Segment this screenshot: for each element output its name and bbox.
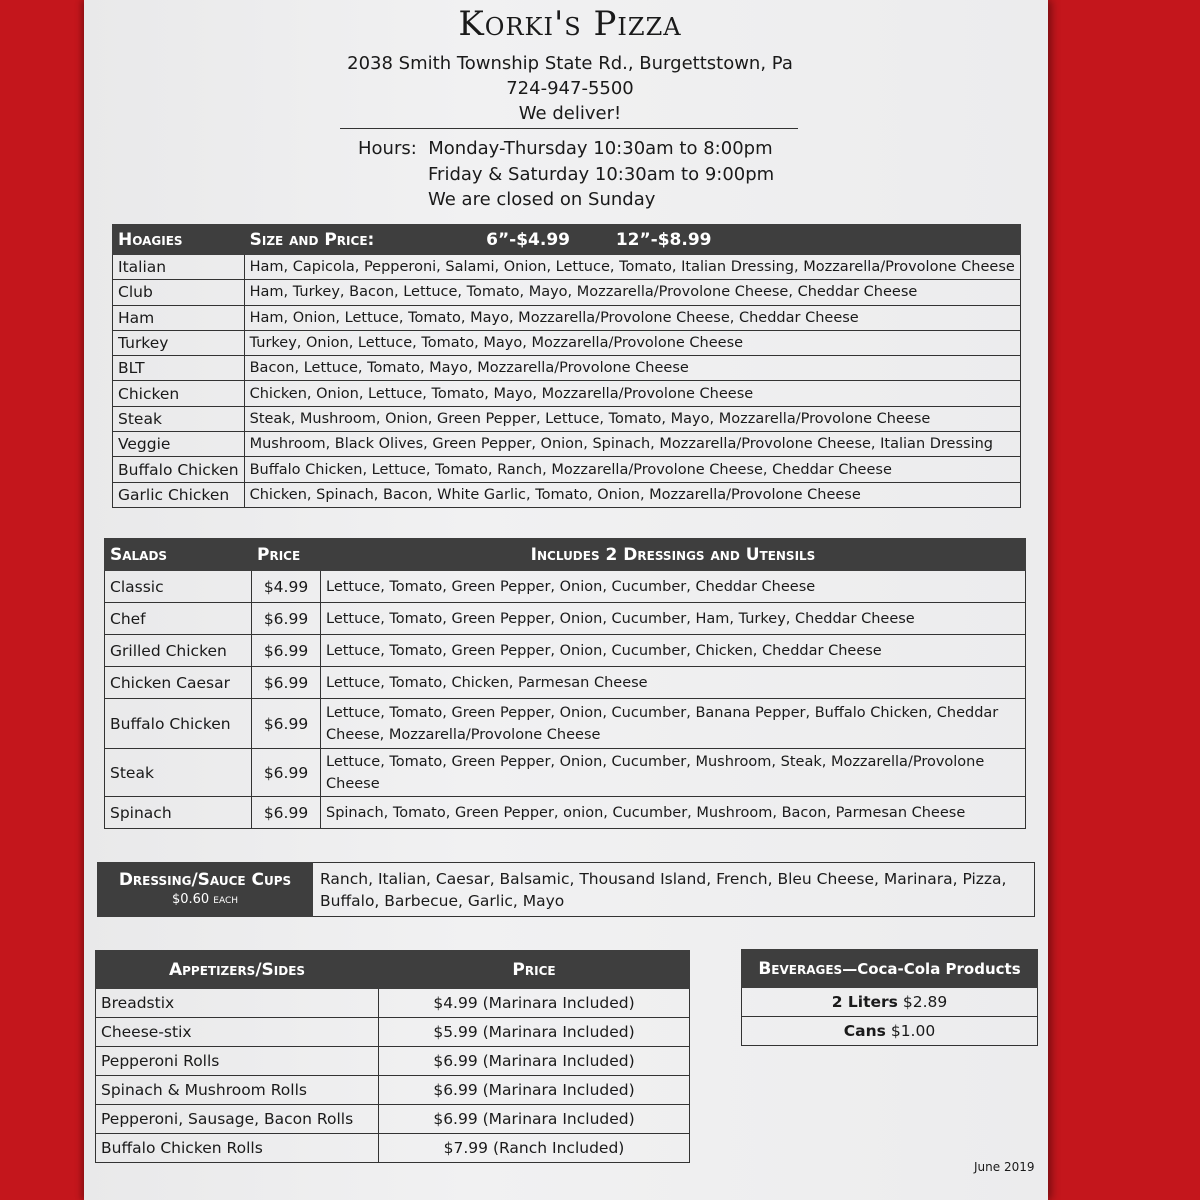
hoagie-ingredients: Chicken, Spinach, Bacon, White Garlic, Tomato, Onion, Mozzarella/Provolone Cheese <box>244 482 1020 507</box>
hoagie-row <box>113 381 1021 406</box>
beverages-subheader: —Coca-Cola Products <box>842 959 1021 978</box>
phone: 724-947-5500 <box>506 78 634 99</box>
beverages-header: Beverages <box>758 958 843 979</box>
salad-name: Spinach <box>105 797 252 829</box>
hoagie-name: Buffalo Chicken <box>113 457 245 482</box>
hoagie-name: Club <box>113 280 245 305</box>
appetizer-row <box>96 1047 690 1076</box>
hoagie-row <box>113 457 1021 482</box>
appetizers-header: Appetizers/Sides <box>96 951 379 989</box>
salad-price: $6.99 <box>252 667 321 699</box>
appetizer-name: Buffalo Chicken Rolls <box>96 1134 379 1163</box>
beverage-cell <box>742 988 1038 1017</box>
salads-table <box>104 538 1026 829</box>
header-divider <box>340 128 798 129</box>
dressing-list: Ranch, Italian, Caesar, Balsamic, Thousand Island, French, Bleu Cheese, Marinara, Pizza, Buffalo, Barbecue, Garlic, Mayo <box>313 863 1035 917</box>
hoagie-row <box>113 432 1021 457</box>
hoagie-ingredients: Steak, Mushroom, Onion, Green Pepper, Lettuce, Tomato, Mayo, Mozzarella/Provolone Cheese <box>244 406 1020 431</box>
appetizer-price: $6.99 (Marinara Included) <box>379 1047 690 1076</box>
beverage-price: $1.00 <box>890 1022 936 1040</box>
salad-name: Chef <box>105 603 252 635</box>
salad-price: $6.99 <box>252 635 321 667</box>
dressing-header: Dressing/Sauce Cups <box>118 869 292 890</box>
hours-block <box>358 136 774 213</box>
salads-price-header: Price <box>252 539 321 571</box>
salads-header: Salads <box>105 539 252 571</box>
hoagies-size-price <box>244 225 1020 255</box>
dressing-price: $0.60 each <box>171 891 239 907</box>
salad-ingredients: Lettuce, Tomato, Chicken, Parmesan Cheese <box>321 667 1026 699</box>
appetizer-name: Pepperoni Rolls <box>96 1047 379 1076</box>
beverage-row <box>742 988 1038 1017</box>
salad-ingredients: Lettuce, Tomato, Green Pepper, Onion, Cucumber, Ham, Turkey, Cheddar Cheese <box>321 603 1026 635</box>
appetizer-price: $5.99 (Marinara Included) <box>379 1018 690 1047</box>
address: 2038 Smith Township State Rd., Burgettstown, Pa <box>347 53 793 74</box>
beverage-row <box>742 1017 1038 1046</box>
salad-row <box>105 797 1026 829</box>
salad-price: $6.99 <box>252 749 321 797</box>
salad-ingredients: Lettuce, Tomato, Green Pepper, Onion, Cucumber, Banana Pepper, Buffalo Chicken, Cheddar Cheese, Mozzarella/Provolone Cheese <box>321 699 1026 749</box>
appetizer-name: Breadstix <box>96 989 379 1018</box>
restaurant-name: Korki's Pizza <box>458 4 682 44</box>
appetizer-row <box>96 989 690 1018</box>
hoagie-name: BLT <box>113 356 245 381</box>
price-6-inch: 6”-$4.99 <box>486 229 570 250</box>
appetizer-name: Cheese-stix <box>96 1018 379 1047</box>
delivery-note: We deliver! <box>518 103 622 124</box>
beverage-price: $2.89 <box>902 993 948 1011</box>
salad-price: $6.99 <box>252 797 321 829</box>
salad-row <box>105 749 1026 797</box>
size-price-label: Size and Price: <box>249 229 375 250</box>
hours-weekday: Monday-Thursday 10:30am to 8:00pm <box>428 138 773 159</box>
beverage-cell <box>742 1017 1038 1046</box>
salad-row <box>105 667 1026 699</box>
hoagie-name: Steak <box>113 406 245 431</box>
beverages-table <box>741 949 1038 1046</box>
hoagie-row <box>113 482 1021 507</box>
appetizers-price-header: Price <box>379 951 690 989</box>
dressing-table <box>97 862 1035 917</box>
appetizer-price: $6.99 (Marinara Included) <box>379 1105 690 1134</box>
salad-ingredients: Lettuce, Tomato, Green Pepper, Onion, Cucumber, Chicken, Cheddar Cheese <box>321 635 1026 667</box>
hours-label: Hours: <box>358 138 417 159</box>
salad-name: Classic <box>105 571 252 603</box>
salad-ingredients: Lettuce, Tomato, Green Pepper, Onion, Cucumber, Cheddar Cheese <box>321 571 1026 603</box>
hoagie-name: Italian <box>113 255 245 280</box>
hoagie-name: Ham <box>113 305 245 330</box>
appetizer-price: $4.99 (Marinara Included) <box>379 989 690 1018</box>
salads-includes-header: Includes 2 Dressings and Utensils <box>321 539 1026 571</box>
hoagie-row <box>113 280 1021 305</box>
hoagie-name: Chicken <box>113 381 245 406</box>
beverage-name: Cans <box>843 1022 886 1040</box>
hoagie-name: Garlic Chicken <box>113 482 245 507</box>
salad-price: $4.99 <box>252 571 321 603</box>
salad-price: $6.99 <box>252 699 321 749</box>
hoagie-ingredients: Bacon, Lettuce, Tomato, Mayo, Mozzarella/Provolone Cheese <box>244 356 1020 381</box>
appetizer-price: $6.99 (Marinara Included) <box>379 1076 690 1105</box>
hoagie-row <box>113 406 1021 431</box>
hoagie-name: Turkey <box>113 330 245 355</box>
hoagie-ingredients: Mushroom, Black Olives, Green Pepper, Onion, Spinach, Mozzarella/Provolone Cheese, Italian Dressing <box>244 432 1020 457</box>
hoagie-row <box>113 330 1021 355</box>
hours-weekend: Friday & Saturday 10:30am to 9:00pm <box>428 163 775 185</box>
appetizers-table <box>95 950 690 1163</box>
salad-name: Steak <box>105 749 252 797</box>
salad-row <box>105 571 1026 603</box>
hoagie-ingredients: Chicken, Onion, Lettuce, Tomato, Mayo, Mozzarella/Provolone Cheese <box>244 381 1020 406</box>
hoagie-ingredients: Buffalo Chicken, Lettuce, Tomato, Ranch, Mozzarella/Provolone Cheese, Cheddar Cheese <box>244 457 1020 482</box>
appetizer-row <box>96 1134 690 1163</box>
appetizer-row <box>96 1018 690 1047</box>
salad-name: Chicken Caesar <box>105 667 252 699</box>
salad-name: Grilled Chicken <box>105 635 252 667</box>
appetizer-name: Pepperoni, Sausage, Bacon Rolls <box>96 1105 379 1134</box>
appetizer-row <box>96 1105 690 1134</box>
beverage-name: 2 Liters <box>831 993 898 1011</box>
hoagie-ingredients: Ham, Onion, Lettuce, Tomato, Mayo, Mozzarella/Provolone Cheese, Cheddar Cheese <box>244 305 1020 330</box>
hours-closed: We are closed on Sunday <box>428 189 656 210</box>
hoagie-row <box>113 305 1021 330</box>
salad-ingredients: Lettuce, Tomato, Green Pepper, Onion, Cucumber, Mushroom, Steak, Mozzarella/Provolone Cheese <box>321 749 1026 797</box>
salad-ingredients: Spinach, Tomato, Green Pepper, onion, Cucumber, Mushroom, Bacon, Parmesan Cheese <box>321 797 1026 829</box>
salad-row <box>105 699 1026 749</box>
hoagies-header: Hoagies <box>113 225 245 255</box>
hoagie-row <box>113 356 1021 381</box>
hoagies-table <box>112 224 1021 508</box>
hoagie-ingredients: Ham, Capicola, Pepperoni, Salami, Onion, Lettuce, Tomato, Italian Dressing, Mozzarella/Provolone Cheese <box>244 255 1020 280</box>
salad-price: $6.99 <box>252 603 321 635</box>
hoagie-row <box>113 255 1021 280</box>
hoagie-ingredients: Ham, Turkey, Bacon, Lettuce, Tomato, Mayo, Mozzarella/Provolone Cheese, Cheddar Cheese <box>244 280 1020 305</box>
salad-name: Buffalo Chicken <box>105 699 252 749</box>
appetizer-name: Spinach & Mushroom Rolls <box>96 1076 379 1105</box>
menu-date: June 2019 <box>974 1160 1035 1174</box>
hoagie-ingredients: Turkey, Onion, Lettuce, Tomato, Mayo, Mozzarella/Provolone Cheese <box>244 330 1020 355</box>
appetizer-price: $7.99 (Ranch Included) <box>379 1134 690 1163</box>
salad-row <box>105 603 1026 635</box>
appetizer-row <box>96 1076 690 1105</box>
dressing-header-cell <box>98 863 313 917</box>
hoagie-name: Veggie <box>113 432 245 457</box>
price-12-inch: 12”-$8.99 <box>615 229 712 250</box>
salad-row <box>105 635 1026 667</box>
beverages-header-cell <box>742 950 1038 988</box>
